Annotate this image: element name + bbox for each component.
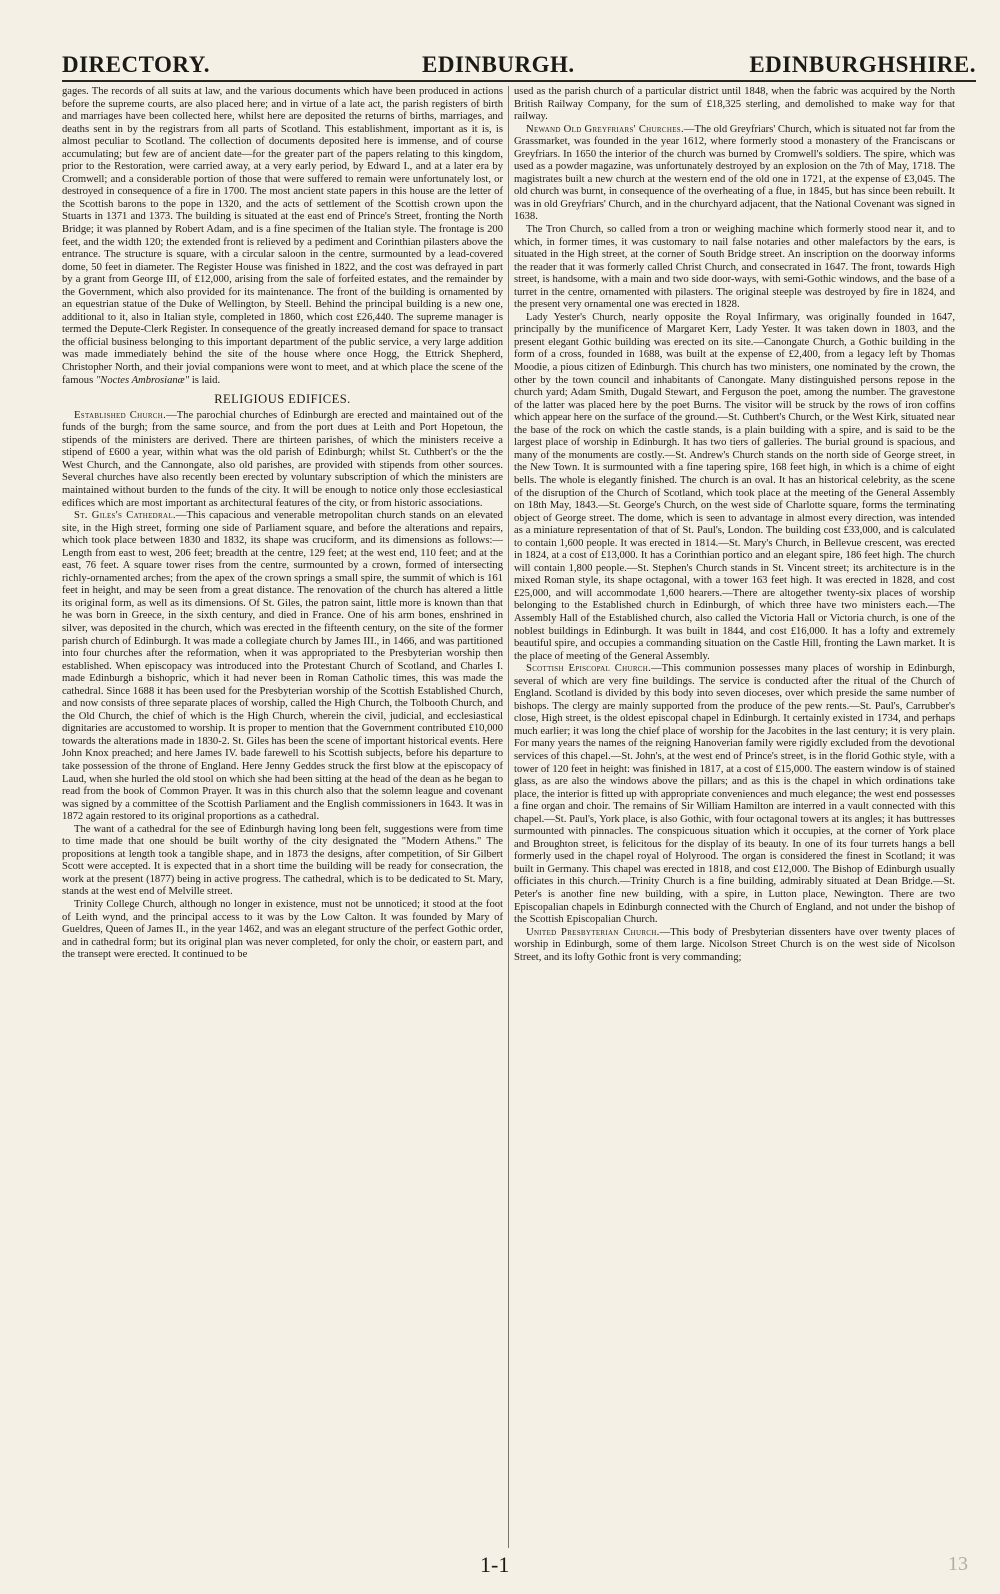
right-column bbox=[514, 86, 955, 1548]
paragraph-episcopal bbox=[514, 663, 955, 926]
page-header bbox=[62, 52, 976, 80]
paragraph-text: —This communion possesses many places of worship in Edinburgh, several of which are very fine buildings. The service is conducted after the ritual of the Church of England. Scotland is divided by this body into seven dioceses, over which preside the same number of bishops. The clergy are mainly supported from the produce of the pew rents.—St. Paul's, Carrubber's close, High street, is the oldest episcopal chapel in Edinburgh. It certainly existed in 1734, and perhaps much earlier; it was long the chief place of worship for the Jacobites in the last century; it is very plain. For many years the names of the reigning Hanoverian family were rigidly excluded from the devotional services of this chapel.—St. John's, at the west end of Prince's street, is in the florid Gothic style, with a tower of 120 feet in height: was finished in 1817, at a cost of £15,000. The eastern window is of stained glass, as are also the windows above the pillars; and as this is the chapel in which ordinations take place, the interior is fitted up with appropriate conveniences and much elegance; the west end possesses a fine organ and choir. The remains of Sir William Hamilton are interred in a vault connected with this chapel.—St. Paul's, York place, is also Gothic, with four octagonal towers at its angles; it has buttresses surmounted with pinnacles. The conspicuous situation which it occupies, at the corner of York place and Broughton street, is felicitous for the display of its beauty. In one of its four turrets hangs a bell formerly used in the chapel royal of Holyrood. The organ is considered the finest in Scotland; it was built in Germany. This chapel was erected in 1818, and cost £12,000. The Bishop of Edinburgh usually officiates in this church.—Trinity Church is a fine building, admirably situated at Dean Bridge.—St. Peter's is another fine new building, with a spire, in Lutton place, Newington. There are two Episcopalian chapels in Edinburgh connected with the Church of England, and not under the bishop of the Scottish Episcopalian Church. bbox=[514, 663, 955, 926]
paragraph-text: gages. The records of all suits at law, and the various documents which have been produced in actions before the supreme courts, are also placed here; and in virtue of a late act, the parish registers of birth and marriages have been collected here, whilst here are deposited the returns of births, marriages, and deaths sent in by the registrars from all parts of Scotland. This establishment, important as it is, is almost peculiar to Scotland. The collection of documents deposited here is immense, and of course accumulating; but few are of ancient date—for the greater part of the papers relating to this kingdom, prior to the Restoration, were carried away, at a very early period, by Edward I., and at a later era by Cromwell; and a considerable portion of those that were suffered to remain were unfortunately lost, or destroyed in consequence of a fire in 1700. The most ancient state papers in this house are the letter of the Scottish barons to the pope in 1320, and the acts of settlement of the Scottish crown upon the Stuarts in 1371 and 1373. The building is situated at the east end of Prince's Street, fronting the North Bridge; it was planned by Robert Adam, and is a fine specimen of the Italian style. The frontage is 200 feet, and the width 120; the extended front is relieved by a pediment and Corinthian pilasters above the entrance. The structure is square, with a circular saloon in the centre, surmounted by a lead-covered dome, 50 feet in diameter. The Register House was finished in 1822, and the cost was defrayed in part by a grant from George III, of £12,000, arising from the sale of forfeited estates, and the remainder by the Government, which also provided for its maintenance. The front of the building is ornamented by an equestrian statue of the Duke of Wellington, by Steell. Behind the principal building is a new one, additional to it, also in Italian style, completed in 1860, which cost £26,440. The supreme manager is termed the Depute-Clerk Register. In consequence of the greatly increased demand for space to transact the official business belonging to this important department of the public service, a very large addition was made immediately behind the site of the house where once Hogg, the Ettrick Shepherd, Christopher North, and their jovial companions were wont to meet, and at which place the scene of the famous bbox=[62, 86, 503, 386]
paragraph-united-presbyterian bbox=[514, 927, 955, 965]
paragraph-tron-church: The Tron Church, so called from a tron or weighing machine which formerly stood near it, and to which, in former times, it was customary to nail false notaries and other malefactors by the ears, is situated in the High street, at the corner of South Bridge street. An inscription on the doorway informs the reader that it was formerly called Christ Church, and consecrated in 1647. The front, towards High street, is handsome, with a main and two side door-ways, with semi-Gothic windows, and the base of a turret in the centre, ornamented with pilasters. The original steeple was destroyed by fire in 1824, and the present very ornamental one was erected in 1828. bbox=[514, 224, 955, 311]
header-rule bbox=[62, 80, 976, 82]
header-center: EDINBURGH. bbox=[422, 52, 575, 77]
paragraph-lead: United Presbyterian Church. bbox=[526, 926, 660, 938]
paragraph-lead: Established Church. bbox=[74, 409, 167, 421]
header-right: EDINBURGHSHIRE. bbox=[749, 52, 976, 77]
paragraph-lady-yester: Lady Yester's Church, nearly opposite the Royal Infirmary, was originally founded in 1647, principally by the munificence of Margaret Kerr, Lady Yester. It was taken down in 1803, and the present elegant Gothic building was erected on its site.—Canongate Church, a Gothic building in the form of a cross, founded in 1688, was built at the expense of £2,400, from a legacy left by Thomas Moodie, a pious citizen of Edinburgh. This church has two ministers, one nominated by the crown, the other by the town council and inhabitants of Canongate. Many distinguished persons repose in the church yard; Adam Smith, Dugald Stewart, and Ferguson the poet, among the number. The gravestone of the latter was placed here by the poet Burns. The visitor will be struck by the rows of iron coffins which appear here on the surface of the ground.—St. Cuthbert's Church, or the West Kirk, situated near the base of the rock on which the castle stands, is a plain building with a spire, and is said to be the largest place of worship in Edinburgh. It has two tiers of galleries. The burial ground is spacious, and many of the monuments are costly.—St. Andrew's Church stands on the north side of George street, in the New Town. It is surmounted with a fine tapering spire, 168 feet high, in which is a chime of eight bells. The whole is elegantly finished. The church is an oval. It has an historical celebrity, as the scene of the disruption of the Church of Scotland, which took place at the meeting of the General Assembly on 18th May, 1843.—St. George's Church, on the west side of Charlotte square, forms the terminating object of George street. The dome, which is seen to advantage in almost every direction, was intended as a miniature representation of that of St. Paul's, London. The building cost £33,000, and is calculated to contain 1,600 people. It was erected in 1814.—St. Mary's Church, in Bellevue crescent, was erected in 1824, at a cost of £13,000. It has a Corinthian portico and an elegant spire, 186 feet high. The church will contain 1,800 people.—St. Stephen's Church stands in St. Vincent street; its architecture is in the mixed Roman style, its shape octagonal, with a tower 163 feet high. It was erected in 1828, and cost £25,000, and will accommodate 1,600 hearers.—There are altogether twenty-six places of worship belonging to the Established church in Edinburgh, of which three have two ministers each.—The Assembly Hall of the Established church, also called the Victoria Hall or Victoria church, is one of the noblest buildings in Edinburgh. It was built in 1844, and cost £16,000. It has a lofty and extremely beautiful spire, and occupies a commanding situation on the Castle Hill, fronting the Lawn market. It is the place of meeting of the General Assembly. bbox=[514, 311, 955, 662]
signature-mark: 1-1 bbox=[480, 1552, 510, 1577]
paragraph-greyfriars bbox=[514, 124, 955, 224]
page-number: 13 bbox=[948, 1553, 968, 1575]
paragraph-register-house bbox=[62, 86, 503, 387]
paragraph-lead: Scottish Episcopal Church. bbox=[526, 663, 652, 675]
paragraph-lead: Newand Old Greyfriars' Churches. bbox=[526, 123, 684, 135]
paragraph-text: —The old Greyfriars' Church, which is situated not far from the Grassmarket, was founded in the year 1612, where formerly stood a monastery of the Franciscans or Greyfriars. In 1650 the interior of the church was burned by Cromwell's soldiers. The spire, which was used as a powder magazine, was unfortunately destroyed by an explosion on the 7th of May, 1718. The magistrates built a new church at the western end of the old one in 1721, at the expense of £3,045. The old church was burnt, in consequence of the overheating of a flue, in 1845, but has since been rebuilt. It was in old Greyfriars' Church, and in the churchyard adjacent, that the National Covenant was signed in 1638. bbox=[514, 123, 955, 223]
section-title: RELIGIOUS EDIFICES. bbox=[214, 392, 351, 407]
paragraph-lead: St. Giles's Cathedral. bbox=[74, 510, 176, 522]
paragraph-continuation: used as the parish church of a particular district until 1848, when the fabric was acquired by the North British Railway Company, for the sum of £18,325 sterling, and demolished to make way for that railway. bbox=[514, 86, 955, 123]
paragraph-st-giles bbox=[62, 510, 503, 824]
paragraph-text: —This capacious and venerable metropolitan church stands on an elevated site, in the High street, forming one side of Parliament square, and before the alterations and repairs, which took place between 1830 and 1832, its shape was cruciform, and its dimensions as follows:—Length from east to west, 206 feet; breadth at the centre, 129 feet; at the west end, 110 feet; and at the east, 76 feet. A square tower rises from the centre, surmounted by a crown, formed of intersecting richly-ornamented arches; from the apex of the crown springs a small spire, the summit of which is 161 feet in height, and may be seen from a great distance. The renovation of the church has altered a little its original form, as well as its dimensions. Of St. Giles, the patron saint, little more is known than that he was born in Greece, in the sixth century, and died in France. One of his arm bones, enshrined in silver, was deposited in the church, which was erected in the fifteenth century, on the site of the former parish church of Edinburgh. It was made a collegiate church by James III., in 1466, and was partitioned into four churches after the reformation, when it was appropriated to the Presbyterian worship then established. When episcopacy was introduced into the Protestant Church of Scotland, and Charles I. made Edinburgh a bishopric, which it had never been in Roman Catholic times, this was made the cathedral. Since 1688 it has been used for the Presbyterian worship of the Scottish Established Church, and now consists of three separate places of worship, called the High Church, the Tolbooth Church, and the Old Church, the chief of which is the High Church, wherein the civil, judicial, and ecclesiastical dignitaries are accustomed to worship. It is proper to mention that the Government contributed £10,000 towards the alterations made in 1830-2. St. Giles has been the scene of important historical events. Here John Knox preached; and here James IV. bade farewell to his Scottish subjects, before his departure to take possession of the throne of England. Here Jenny Geddes struck the first blow at the episcopacy of Laud, when she hurled the old stool on which she had been sitting at the head of the dean as he began to read from the book of Common Prayer. It was in this church also that the solemn league and covenant was signed by a committee of the Scottish Parliament and the English commissioners in 1643. It was in 1872 again restored to its original proportions as a cathedral. bbox=[62, 510, 503, 823]
italic-title: "Noctes Ambrosianæ" bbox=[95, 374, 190, 386]
paragraph-cathedral: The want of a cathedral for the see of Edinburgh having long been felt, suggestions were from time to time made that one should be built worthy of the city designated the "Modern Athens." The propositions at length took a tangible shape, and in 1873 the designs, after competition, of Sir Gilbert Scott were accepted. It is expected that in a short time the building will be ready for consecration, the work at the present (1877) being in active progress. The cathedral, which is to be dedicated to St. Mary, stands at the west end of Melville street. bbox=[62, 823, 503, 898]
header-left: DIRECTORY. bbox=[62, 52, 210, 77]
text-columns bbox=[62, 86, 972, 1548]
column-divider bbox=[508, 86, 509, 1548]
paragraph-text-end: is laid. bbox=[189, 374, 221, 386]
paragraph-text: —This body of Presbyterian dissenters have over twenty places of worship in Edinburgh, some of them large. Nicolson Street Church is on the west side of Nicolson Street, and its lofty Gothic front is very commanding; bbox=[514, 926, 955, 963]
left-column bbox=[62, 86, 503, 1548]
paragraph-established-church bbox=[62, 410, 503, 510]
paragraph-trinity-college: Trinity College Church, although no longer in existence, must not be unnoticed; it stood at the foot of Leith wynd, and the principal access to it was by the Low Calton. It was founded by Mary of Gueldres, Queen of James II., in the year 1462, and was an elegant structure of the perfect Gothic order, and in cathedral form; but its original plan was never completed, for only the choir, or eastern part, and the transept were erected. It continued to be bbox=[62, 899, 503, 961]
paragraph-text: —The parochial churches of Edinburgh are erected and maintained out of the funds of the burgh; from the same source, and from the port dues at Leith and Port Hopetoun, the stipends of the ministers are derived. There are thirteen parishes, of which the ministers receive a stipend of £600 a year, within what was the old parish of Edinburgh; whilst St. Cuthbert's or the the West Church, and the Cannongate, also old parishes, are provided with stipends from other sources. Several churches have also recently been erected by voluntary subscription of which the ministers are maintained without burden to the funds of the city. It will be enough to notice only those ecclesiastical edifices which are most important as architectural features of the city, or from historic associations. bbox=[62, 409, 503, 509]
